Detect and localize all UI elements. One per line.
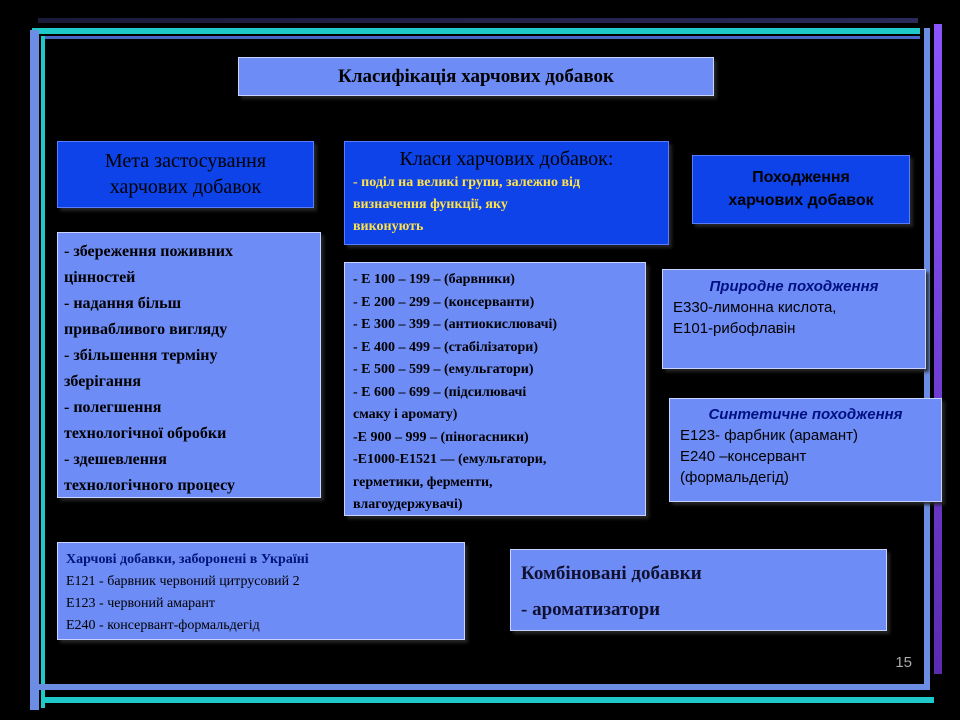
list-item: - Е 200 – 299 – (консерванти): [353, 294, 535, 310]
list-item: смаку і аромату): [353, 407, 458, 422]
list-item: - Е 100 – 199 – (барвники): [353, 272, 515, 287]
frame-top-teal: [32, 28, 920, 34]
list-item: Е123 - червоний амарант: [66, 596, 215, 611]
frame-top-blue: [44, 36, 920, 39]
list-item: Е123- фарбник (арамант): [680, 427, 859, 444]
page-title: Класифікація харчових добавок: [238, 57, 714, 96]
list-item: - Е 600 – 699 – (підсилювачі: [353, 384, 527, 400]
list-item: - надання більш: [64, 295, 182, 312]
list-item: влагоудержувачі): [353, 497, 463, 512]
combined-heading: Комбіновані добавки: [521, 563, 702, 584]
natural-origin-title: Природне походження: [709, 278, 879, 295]
list-item: - Е 500 – 599 – (емульгатори): [353, 362, 534, 377]
list-item: технологічної обробки: [64, 425, 227, 442]
list-item: -Е1000-Е1521 — (емульгатори,: [353, 452, 547, 467]
classes-subtitle-line: визначення функції, яку: [353, 197, 508, 212]
natural-origin-box: [662, 269, 926, 369]
list-item: - здешевлення: [64, 451, 167, 468]
synthetic-origin-title: Синтетичне походження: [708, 406, 903, 423]
list-item: привабливого вигляду: [64, 321, 228, 338]
banned-heading: Харчові добавки, заборонені в Україні: [66, 552, 309, 567]
list-item: цінностей: [64, 269, 136, 286]
classes-heading-box: [344, 141, 669, 245]
frame-top-dark: [38, 18, 918, 23]
list-item: зберігання: [64, 373, 142, 390]
purpose-heading-line: харчових добавок: [109, 176, 262, 198]
list-item: герметики, ферменти,: [353, 474, 493, 490]
classes-subtitle-line: - поділ на великі групи, залежно від: [353, 175, 581, 190]
list-item: Е101-рибофлавін: [673, 320, 796, 337]
list-item: - Е 300 – 399 – (антиокислювачі): [353, 317, 558, 332]
origin-heading-line: харчових добавок: [728, 192, 874, 209]
list-item: - збереження поживних: [64, 243, 233, 260]
list-item: Е240 –консервант: [680, 448, 807, 465]
combined-item: - ароматизатори: [521, 599, 661, 620]
list-item: Е240 - консервант-формальдегід: [66, 618, 260, 633]
classes-subtitle-line: виконують: [353, 219, 424, 234]
frame-bottom-teal: [42, 697, 934, 703]
frame-left-teal: [41, 36, 45, 708]
list-item: технологічного процесу: [64, 477, 235, 494]
origin-heading: [692, 155, 910, 224]
purpose-heading: [57, 141, 314, 208]
list-item: - полегшення: [64, 399, 162, 416]
frame-right-purple: [934, 24, 942, 674]
list-item: Е330-лимонна кислота,: [673, 299, 837, 316]
purpose-list: [57, 232, 321, 498]
list-item: Е121 - барвник червоний цитрусовий 2: [66, 574, 300, 589]
list-item: - збільшення терміну: [64, 347, 218, 364]
page-number: 15: [895, 654, 912, 671]
list-item: -Е 900 – 999 – (піногасники): [353, 429, 529, 445]
combined-box: [510, 549, 887, 631]
list-item: (формальдегід): [680, 469, 789, 486]
origin-heading-line: Походження: [752, 169, 850, 186]
classes-heading: Класи харчових добавок:: [399, 148, 614, 170]
frame-bottom-blue: [30, 684, 930, 690]
classes-list: [344, 262, 646, 516]
frame-left-blue: [30, 30, 39, 710]
synthetic-origin-box: [669, 398, 942, 502]
list-item: - Е 400 – 499 – (стабілізатори): [353, 339, 539, 355]
purpose-heading-line: Мета застосування: [104, 150, 267, 172]
banned-box: [57, 542, 465, 640]
